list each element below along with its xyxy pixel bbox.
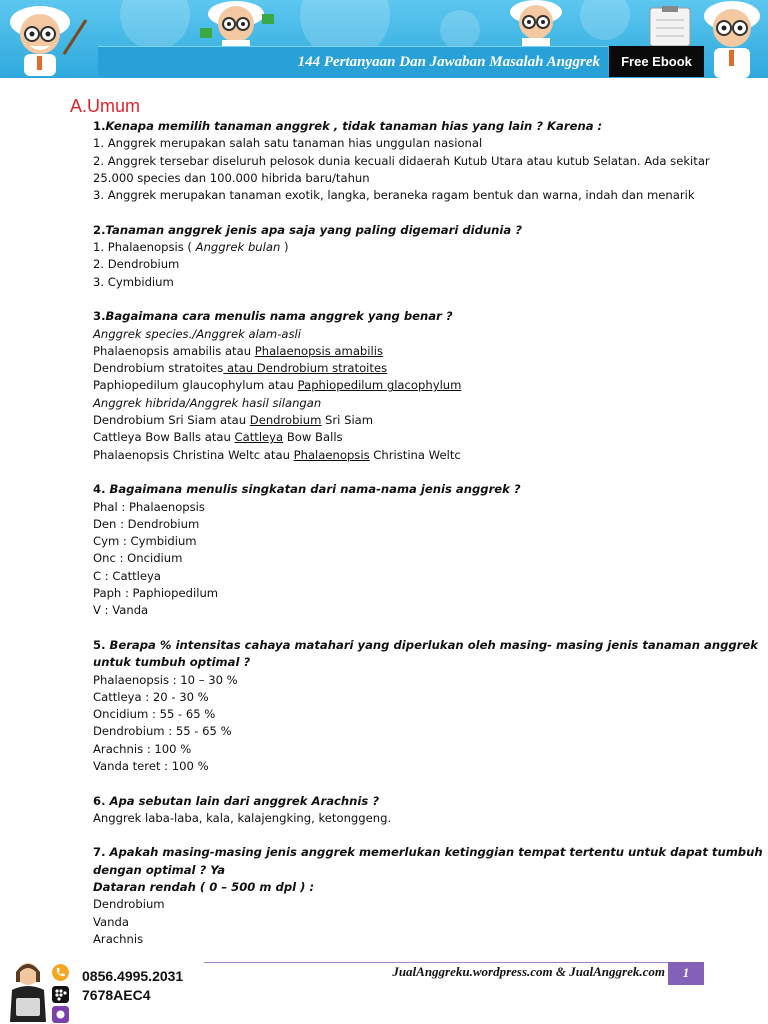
messenger-icon xyxy=(52,1006,69,1023)
scientist-mascot-icon xyxy=(496,0,576,48)
answer-line: Oncidium : 55 - 65 % xyxy=(93,707,216,722)
answer-line: Phal : Phalaenopsis xyxy=(93,499,205,514)
qa-content xyxy=(93,118,763,948)
phone-number: 0856.4995.2031 xyxy=(82,968,184,984)
question-5-cont: untuk tumbuh optimal ? xyxy=(93,655,251,670)
answer-line: Phalaenopsis amabilis atau Phalaenopsis amabilis xyxy=(93,343,383,358)
ebook-title: 144 Pertanyaan Dan Jawaban Masalah Anggrek xyxy=(98,46,608,77)
customer-service-agent-icon xyxy=(6,958,50,1022)
answer-line: Vanda teret : 100 % xyxy=(93,758,209,773)
scientist-mascot-icon xyxy=(2,2,94,76)
answer-line: Arachnis : 100 % xyxy=(93,741,192,756)
scientist-mascot-icon xyxy=(694,0,768,78)
question-7-cont: dengan optimal ? Ya xyxy=(93,862,226,877)
answer-line: 2. Dendrobium xyxy=(93,257,180,272)
scientist-mascot-icon xyxy=(196,0,282,50)
answer-line: Paph : Paphiopedilum xyxy=(93,586,219,601)
question-4: 4. Bagaimana menulis singkatan dari nama-nama jenis anggrek ? xyxy=(93,482,521,497)
bbm-pin: 7678AEC4 xyxy=(82,987,151,1003)
answer-line: V : Vanda xyxy=(93,603,149,618)
answer-line: Den : Dendrobium xyxy=(93,516,200,531)
page-header xyxy=(0,0,768,78)
hybrid-heading: Anggrek hibrida/Anggrek hasil silangan xyxy=(93,395,322,410)
footer-website: JualAnggreku.wordpress.com & JualAnggrek.com xyxy=(392,964,665,979)
question-7: 7. Apakah masing-masing jenis anggrek memerlukan ketinggian tempat tertentu untuk dapat tumbuh xyxy=(93,845,763,860)
answer-line: 25.000 species dan 100.000 hibrida baru/tahun xyxy=(93,170,370,185)
answer-line: 1. Phalaenopsis ( Anggrek bulan ) xyxy=(93,240,289,255)
blackberry-icon xyxy=(52,986,69,1003)
phone-icon xyxy=(52,964,69,981)
answer-line: Cattleya : 20 - 30 % xyxy=(93,689,209,704)
answer-line: 2. Anggrek tersebar diseluruh pelosok dunia kecuali didaerah Kutub Utara atau kutub Selatan. Ada sekitar xyxy=(93,153,710,168)
answer-line: Arachnis xyxy=(93,931,144,946)
answer-line: Dendrobium : 55 - 65 % xyxy=(93,724,232,739)
answer-line: Cattleya Bow Balls atau Cattleya Bow Balls xyxy=(93,430,343,445)
contact-info xyxy=(82,967,183,1005)
section-title: A.Umum xyxy=(70,96,141,116)
answer-line: Dendrobium stratoites atau Dendrobium stratoites xyxy=(93,361,388,376)
species-heading: Anggrek species./Anggrek alam-asli xyxy=(93,326,301,341)
page-number: 1 xyxy=(668,962,704,985)
answer-line: Paphiopedilum glaucophylum atau Paphiopedilum glacophylum xyxy=(93,378,462,393)
answer-line: Cym : Cymbidium xyxy=(93,534,197,549)
question-5: 5. Berapa % intensitas cahaya matahari yang diperlukan oleh masing- masing jenis tanaman anggrek xyxy=(93,637,758,652)
answer-line: Onc : Oncidium xyxy=(93,551,183,566)
answer-line: 3. Cymbidium xyxy=(93,274,174,289)
answer-line: C : Cattleya xyxy=(93,568,161,583)
free-ebook-badge: Free Ebook xyxy=(609,46,704,77)
answer-line: Phalaenopsis : 10 – 30 % xyxy=(93,672,238,687)
answer-line: Anggrek laba-laba, kala, kalajengking, ketonggeng. xyxy=(93,810,392,825)
answer-line: Phalaenopsis Christina Weltc atau Phalaenopsis Christina Weltc xyxy=(93,447,461,462)
question-2: 2.Tanaman anggrek jenis apa saja yang paling digemari didunia ? xyxy=(93,222,522,237)
question-1: 1.Kenapa memilih tanaman anggrek , tidak tanaman hias yang lain ? Karena : xyxy=(93,119,603,133)
answer-line: Dendrobium xyxy=(93,897,165,912)
answer-line: Vanda xyxy=(93,914,129,929)
answer-line: 1. Anggrek merupakan salah satu tanaman hias unggulan nasional xyxy=(93,136,483,151)
answer-line: 3. Anggrek merupakan tanaman exotik, langka, beraneka ragam bentuk dan warna, indah dan menarik xyxy=(93,188,695,203)
question-6: 6. Apa sebutan lain dari anggrek Arachnis ? xyxy=(93,793,380,808)
question-3: 3.Bagaimana cara menulis nama anggrek yang benar ? xyxy=(93,309,453,324)
clipboard-icon xyxy=(648,6,692,46)
lowland-heading: Dataran rendah ( 0 – 500 m dpl ) : xyxy=(93,880,315,895)
answer-line: Dendrobium Sri Siam atau Dendrobium Sri Siam xyxy=(93,413,374,428)
